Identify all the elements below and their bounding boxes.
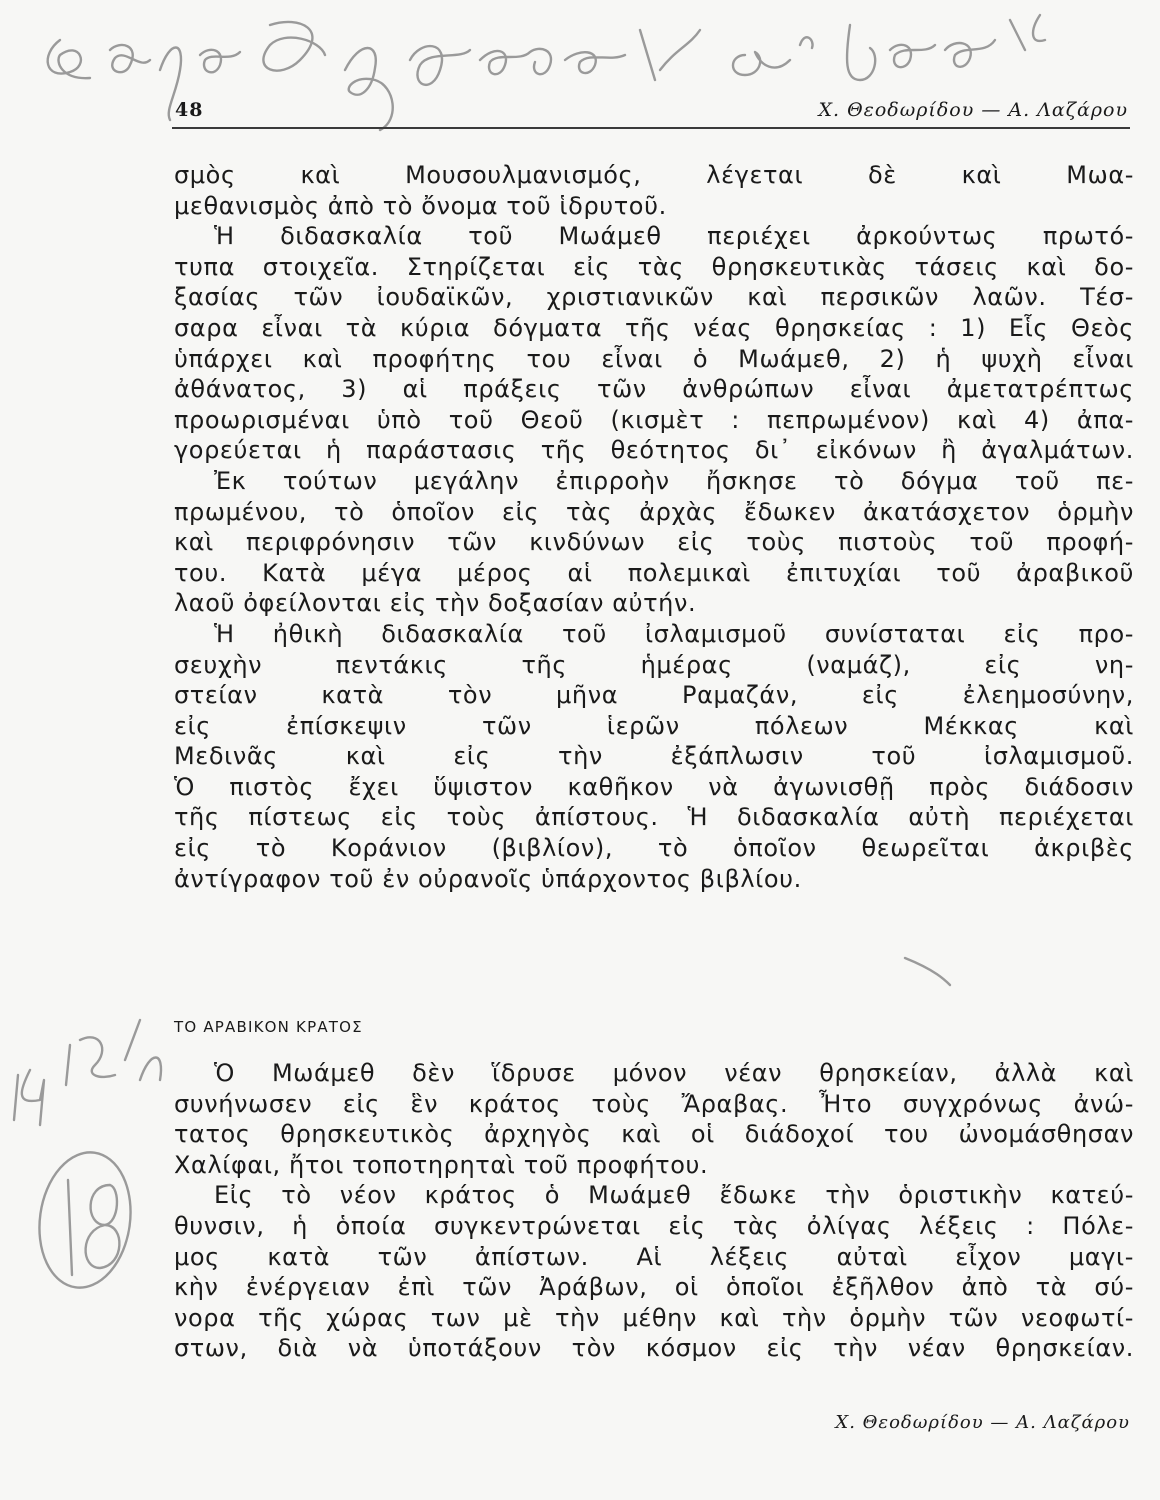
- header-rule: [172, 127, 1130, 129]
- text-line: θυνσιν, ἡ ὁποία συγκεντρώνεται εἰς τὰς ὀλίγας λέξεις : Πόλε-: [174, 1211, 1134, 1240]
- text-line: εἰς ἐπίσκεψιν τῶν ἱερῶν πόλεων Μέκκας καὶ: [174, 711, 1134, 740]
- text-line: μεθανισμὸς ἀπὸ τὸ ὄνομα τοῦ ἱδρυτοῦ.: [174, 191, 667, 220]
- text-line: καὶ περιφρόνησιν τῶν κινδύνων εἰς τοὺς πιστοὺς τοῦ προφή-: [174, 528, 1134, 557]
- text-line: Ἡ ἠθικὴ διδασκαλία τοῦ ἰσλαμισμοῦ συνίσταται εἰς προ-: [214, 619, 1134, 648]
- text-line: Ἡ διδασκαλία τοῦ Μωάμεθ περιέχει ἀρκούντως πρωτό-: [214, 222, 1134, 251]
- text-line: Ὁ Μωάμεθ δὲν ἵδρυσε μόνον νέαν θρησκείαν, ἀλλὰ καὶ: [214, 1059, 1134, 1087]
- text-line: σμὸς καὶ Μουσουλμανισμός, λέγεται δὲ καὶ Μωα-: [174, 161, 1134, 189]
- text-line: Ἐκ τούτων μεγάλην ἐπιρροὴν ἤσκησε τὸ δόγμα τοῦ πε-: [214, 466, 1134, 495]
- text-line: του. Κατὰ μέγα μέρος αἱ πολεμικαὶ ἐπιτυχίαι τοῦ ἀραβικοῦ: [174, 558, 1134, 587]
- text-line: τατος θρησκευτικὸς ἀρχηγὸς καὶ οἱ διάδοχοί του ὠνομάσθησαν: [174, 1120, 1134, 1149]
- text-line: Ὁ πιστὸς ἔχει ὕψιστον καθῆκον νὰ ἀγωνισθῇ πρὸς διάδοσιν: [174, 772, 1134, 801]
- text-line: πρωμένου, τὸ ὁποῖον εἰς τὰς ἀρχὰς ἔδωκεν ἀκατάσχετον ὁρμὴν: [174, 497, 1134, 526]
- text-line: στων, διὰ νὰ ὑποτάξουν τὸν κόσμον εἰς τὴν νέαν θρησκείαν.: [174, 1334, 1134, 1363]
- text-line: Χαλίφαι, ἤτοι τοποτηρηταὶ τοῦ προφήτου.: [174, 1150, 709, 1179]
- header-authors: Χ. Θεοδωρίδου — Α. Λαζάρου: [818, 99, 1128, 121]
- text-line: μος κατὰ τῶν ἀπίστων. Αἱ λέξεις αὐταὶ εἶχον μαγι-: [174, 1242, 1134, 1271]
- text-line: νορα τῆς χώρας των μὲ τὴν μέθην καὶ τὴν ὁρμὴν τῶν νεοφωτί-: [174, 1303, 1134, 1332]
- text-line: κὴν ἐνέργειαν ἐπὶ τῶν Ἀράβων, οἱ ὁποῖοι ἐξῆλθον ἀπὸ τὰ σύ-: [174, 1273, 1134, 1302]
- text-line: τῆς πίστεως εἰς τοὺς ἀπίστους. Ἡ διδασκαλία αὐτὴ περιέχεται: [174, 803, 1134, 832]
- body-text-block-1: [174, 160, 1134, 894]
- text-line: τυπα στοιχεῖα. Στηρίζεται εἰς τὰς θρησκευτικὰς τάσεις καὶ δο-: [174, 252, 1134, 281]
- text-line: Εἰς τὸ νέον κράτος ὁ Μωάμεθ ἔδωκε τὴν ὁριστικὴν κατεύ-: [214, 1181, 1134, 1210]
- text-line: στείαν κατὰ τὸν μῆνα Ραμαζάν, εἰς ἐλεημοσύνην,: [174, 681, 1134, 710]
- text-line: προωρισμέναι ὑπὸ τοῦ Θεοῦ (κισμὲτ : πεπρωμένον) καὶ 4) ἀπα-: [174, 405, 1134, 434]
- running-header: [172, 95, 1130, 125]
- section-heading: ΤΟ ΑΡΑΒΙΚΟΝ ΚΡΑΤΟΣ: [174, 1018, 363, 1036]
- text-line: Μεδινᾶς καὶ εἰς τὴν ἐξάπλωσιν τοῦ ἰσλαμισμοῦ.: [174, 742, 1134, 771]
- text-line: ὑπάρχει καὶ προφήτης του εἶναι ὁ Μωάμεθ, 2) ἡ ψυχὴ εἶναι: [174, 344, 1134, 373]
- page-number: 48: [175, 99, 204, 121]
- footer-authors: Χ. Θεοδωρίδου — Α. Λαζάρου: [835, 1412, 1130, 1433]
- text-line: εἰς τὸ Κοράνιον (βιβλίον), τὸ ὁποῖον θεωρεῖται ἀκριβὲς: [174, 834, 1134, 863]
- text-line: λαοῦ ὀφείλονται εἰς τὴν δοξασίαν αὐτήν.: [174, 589, 697, 618]
- text-line: ἀντίγραφον τοῦ ἐν οὐρανοῖς ὑπάρχοντος βιβλίου.: [174, 864, 802, 893]
- text-line: σαρα εἶναι τὰ κύρια δόγματα τῆς νέας θρησκείας : 1) Εἷς Θεὸς: [174, 313, 1134, 342]
- text-line: ξασίας τῶν ἰουδαϊκῶν, χριστιανικῶν καὶ περσικῶν λαῶν. Τέσ-: [174, 283, 1134, 312]
- text-line: συνήνωσεν εἰς ἓν κράτος τοὺς Ἄραβας. Ἦτο συγχρόνως ἀνώ-: [174, 1089, 1134, 1118]
- text-line: γορεύεται ἡ παράστασις τῆς θεότητος δι᾿ εἰκόνων ἢ ἀγαλμάτων.: [174, 436, 1134, 465]
- body-text-block-2: [174, 1058, 1134, 1364]
- text-line: σευχὴν πεντάκις τῆς ἡμέρας (ναμάζ), εἰς νη-: [174, 650, 1134, 679]
- text-line: ἀθάνατος, 3) αἱ πράξεις τῶν ἀνθρώπων εἶναι ἀμετατρέπτως: [174, 375, 1134, 404]
